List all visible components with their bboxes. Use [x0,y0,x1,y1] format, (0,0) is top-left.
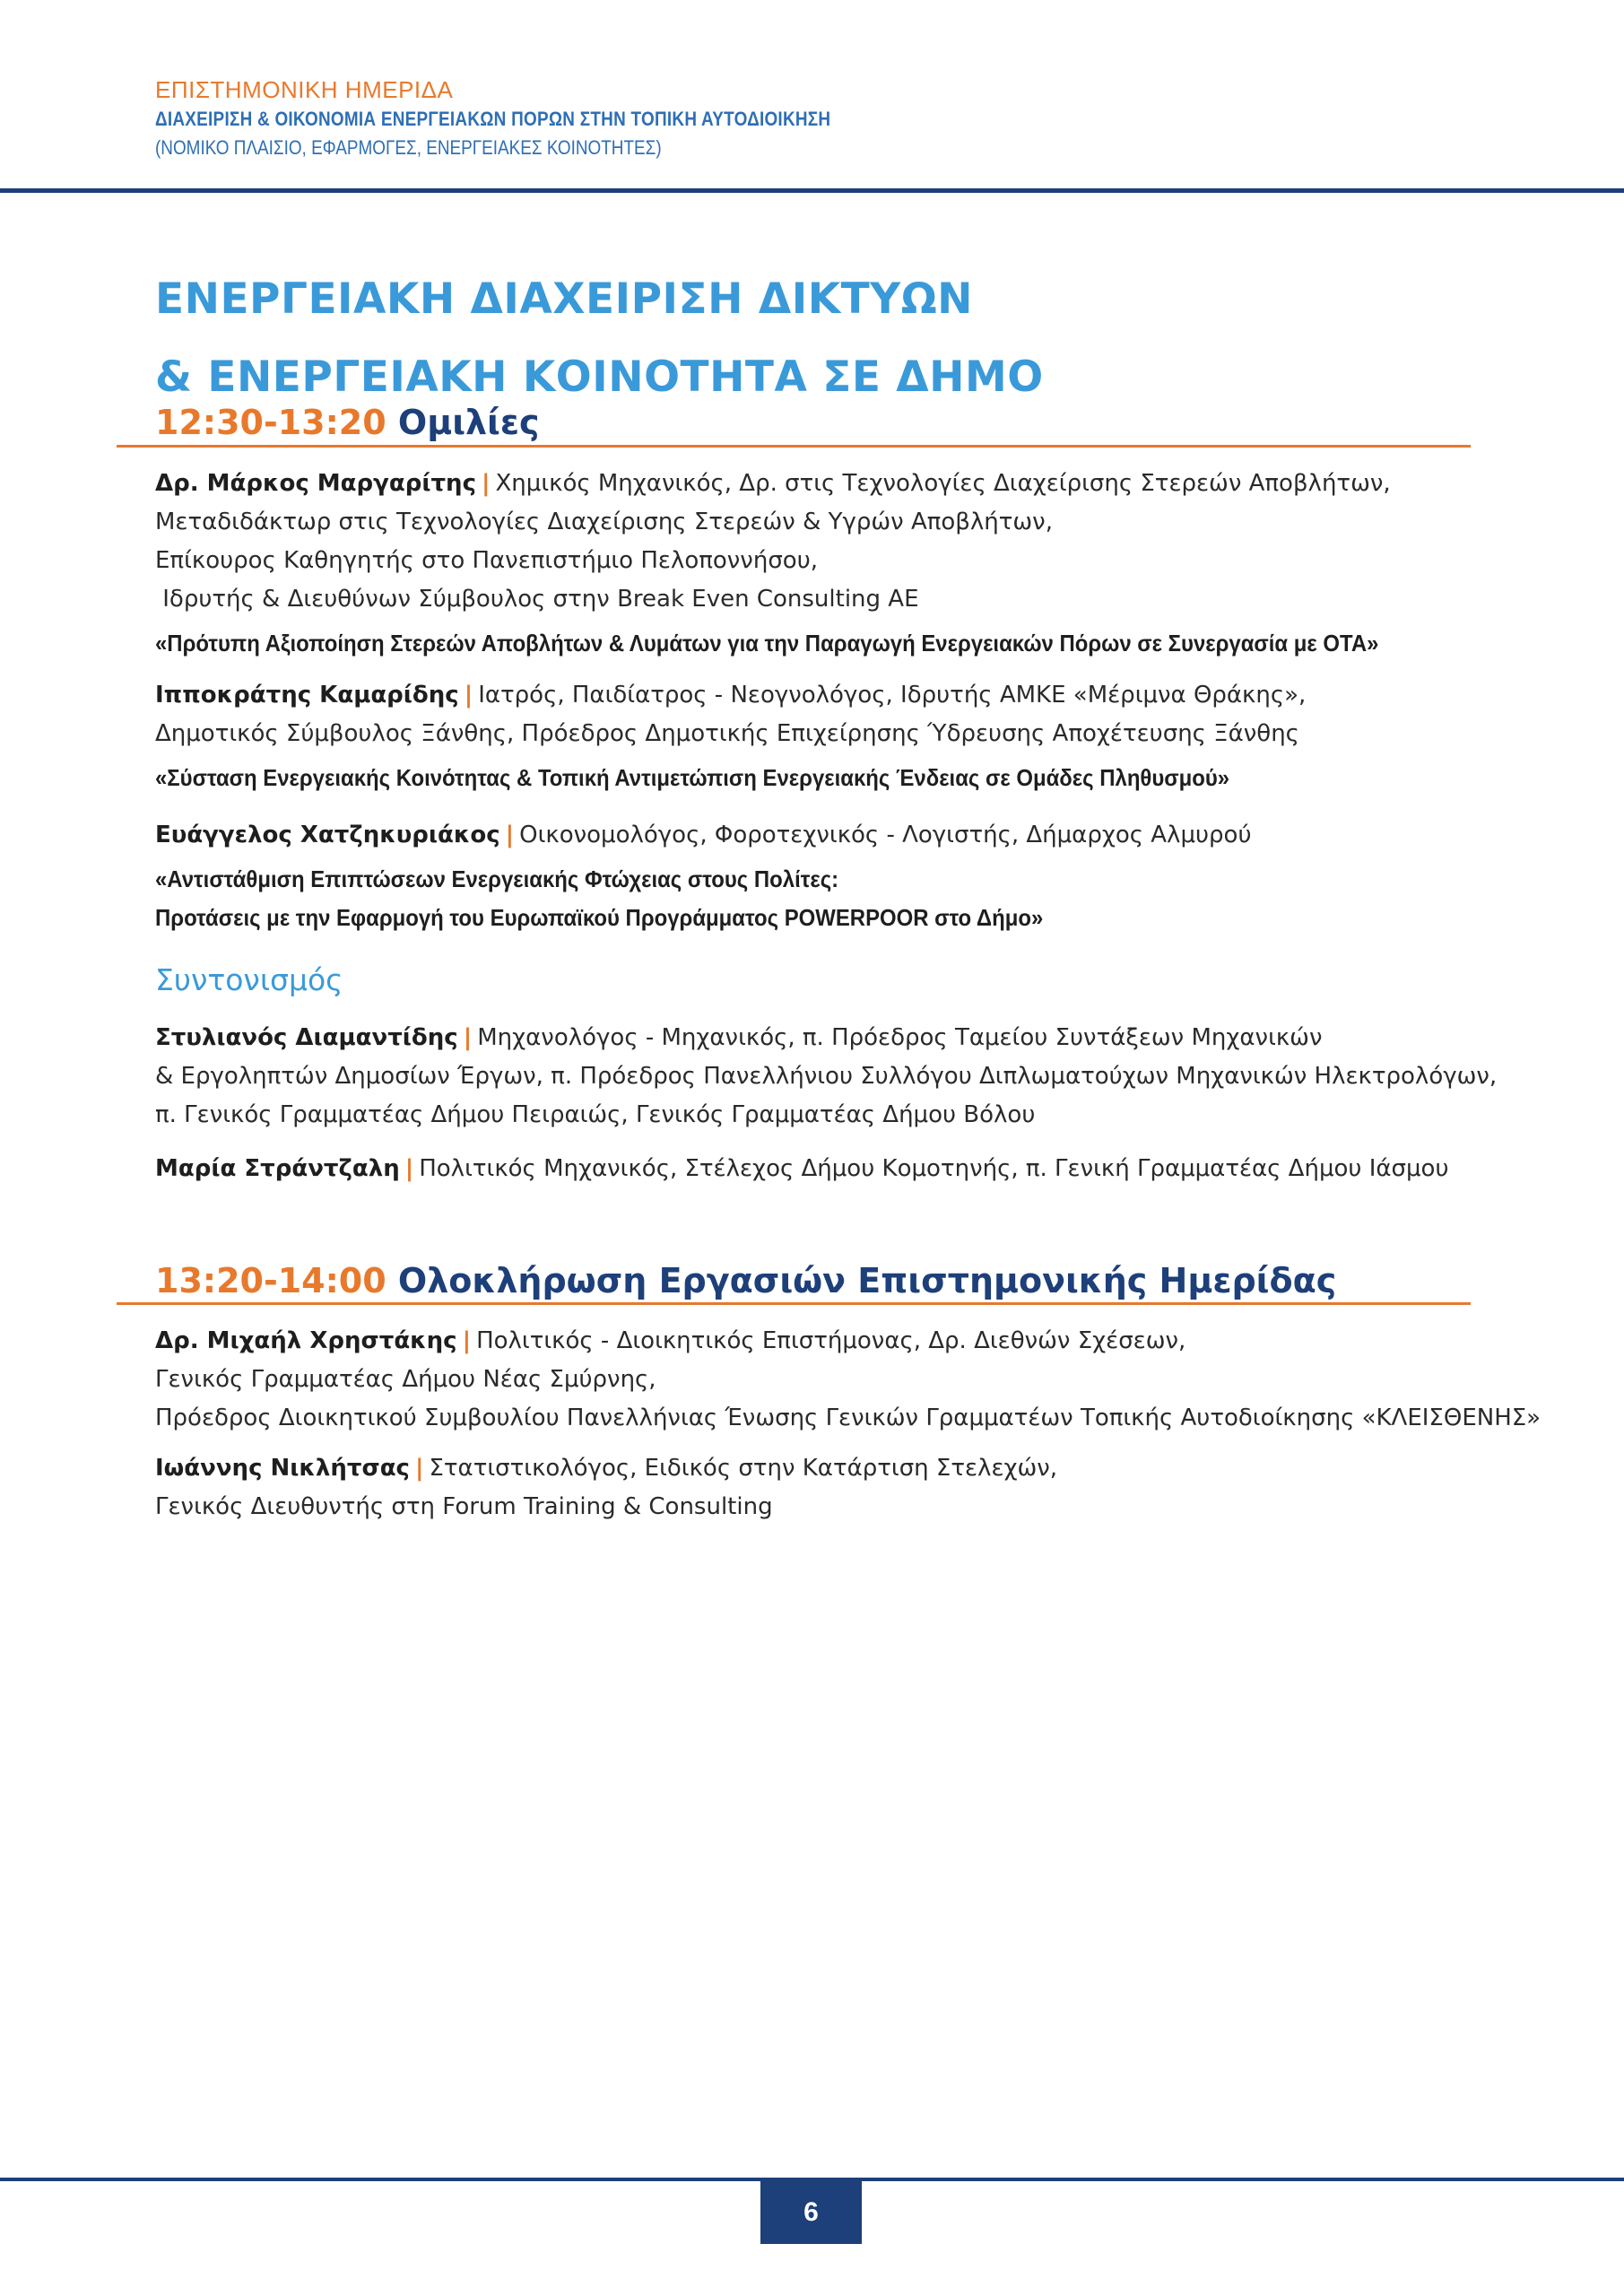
header-divider [0,188,1624,193]
moderator-entry [155,1019,1500,1135]
separator: | [463,1024,473,1051]
separator: | [464,682,473,709]
moderator-entry [155,1150,1500,1188]
moderator-name: Μαρία Στράντζαλη [155,1155,400,1182]
talk-title: Προτάσεις με την Εφαρμογή του Ευρωπαϊκού Προγράμματος POWERPOOR στο Δήμο» [155,904,1044,931]
session-divider [117,1302,1471,1305]
session-label: Ολοκλήρωση Εργασιών Επιστημονικής Ημερίδας [397,1261,1337,1300]
speaker-credentials: Οικονομολόγος, Φοροτεχνικός - Λογιστής, Δήμαρχος Αλμυρού [519,822,1252,848]
moderator-credentials: Πολιτικός Μηχανικός, Στέλεχος Δήμου Κομοτηνής, π. Γενική Γραμματέας Δήμου Ιάσμου [419,1155,1449,1182]
session-heading-1 [155,398,540,447]
speaker-credentials: Μεταδιδάκτωρ στις Τεχνολογίες Διαχείρισης Στερεών & Υγρών Αποβλήτων, [155,509,1053,535]
separator: | [505,822,515,848]
speaker-credentials: Γενικός Διευθυντής στη Forum Training & Consulting [155,1493,773,1520]
speaker-credentials: Γενικός Γραμματέας Δήμου Νέας Σμύρνης, [155,1366,656,1393]
speaker-credentials: Ιδρυτής & Διευθύνων Σύμβουλος στην Break Even Consulting ΑΕ [155,586,919,613]
speaker-credentials: Πολιτικός - Διοικητικός Επιστήμονας, Δρ. Διεθνών Σχέσεων, [476,1327,1186,1354]
speaker-name: Δρ. Μάρκος Μαργαρίτης [155,470,476,497]
session-heading-2 [155,1257,1336,1305]
speaker-entry [155,1449,1500,1526]
speaker-credentials: Επίκουρος Καθηγητής στο Πανεπιστήμιο Πελοποννήσου, [155,547,819,574]
session-divider [117,445,1471,448]
page-number: 6 [760,2180,862,2244]
session-time: 12:30-13:20 [155,403,386,442]
speaker-name: Ευάγγελος Χατζηκυριάκος [155,822,500,848]
separator: | [404,1155,414,1182]
talk-title: «Σύσταση Ενεργειακής Κοινότητας & Τοπική Αντιμετώπιση Ενεργειακής Ένδειας σε Ομάδες Πληθυσμού» [155,764,1230,791]
speaker-credentials: Χημικός Μηχανικός, Δρ. στις Τεχνολογίες Διαχείρισης Στερεών Αποβλήτων, [495,470,1391,497]
event-title: ΔΙΑΧΕΙΡΙΣΗ & ΟΙΚΟΝΟΜΙΑ ΕΝΕΡΓΕΙΑΚΩΝ ΠΟΡΩΝ ΣΤΗΝ ΤΟΠΙΚΗ ΑΥΤΟΔΙΟΙΚΗΣΗ [155,108,831,130]
separator: | [481,470,491,497]
moderator-name: Στυλιανός Διαμαντίδης [155,1024,458,1051]
speaker-name: Δρ. Μιχαήλ Χρηστάκης [155,1327,457,1354]
session-label: Ομιλίες [397,403,540,442]
speaker-entry [155,676,1500,797]
speaker-credentials: Ιατρός, Παιδίατρος - Νεογνολόγος, Ιδρυτής ΑΜΚΕ «Μέριμνα Θράκης», [478,682,1307,709]
speaker-entry [155,465,1500,663]
separator: | [414,1455,424,1482]
speaker-name: Ιωάννης Νικλήτσας [155,1455,410,1482]
speaker-entry [155,1322,1541,1438]
separator: | [462,1327,472,1354]
moderator-credentials: Μηχανολόγος - Μηχανικός, π. Πρόεδρος Ταμείου Συντάξεων Μηχανικών [477,1024,1323,1051]
coordination-heading: Συντονισμός [155,962,343,997]
speaker-entry [155,816,1500,937]
talk-title: «Πρότυπη Αξιοποίηση Στερεών Αποβλήτων & Λυμάτων για την Παραγωγή Ενεργειακών Πόρων σε Συνεργασία με ΟΤΑ» [155,630,1379,657]
event-type: ΕΠΙΣΤΗΜΟΝΙΚΗ ΗΜΕΡΙΔΑ [155,76,454,103]
talk-title: «Αντιστάθμιση Επιπτώσεων Ενεργειακής Φτώχειας στους Πολίτες: [155,865,839,892]
speaker-credentials: Πρόεδρος Διοικητικού Συμβουλίου Πανελλήνιας Ένωσης Γενικών Γραμματέων Τοπικής Αυτοδιοίκησης «ΚΛΕΙΣΘΕΝΗΣ» [155,1405,1541,1431]
speaker-name: Ιπποκράτης Καμαρίδης [155,682,459,709]
moderator-credentials: & Εργοληπτών Δημοσίων Έργων, π. Πρόεδρος Πανελλήνιου Συλλόγου Διπλωματούχων Μηχανικών Ηλεκτρολόγων, [155,1063,1498,1090]
moderator-credentials: π. Γενικός Γραμματέας Δήμου Πειραιώς, Γενικός Γραμματέας Δήμου Βόλου [155,1101,1036,1128]
session-time: 13:20-14:00 [155,1261,386,1300]
section-title: ΕΝΕΡΓΕΙΑΚΗ ΔΙΑΧΕΙΡΙΣΗ ΔΙΚΤΥΩΝ & ΕΝΕΡΓΕΙΑΚΗ ΚΟΙΝΟΤΗΤΑ ΣΕ ΔΗΜΟ [155,274,1044,402]
speaker-credentials: Δημοτικός Σύμβουλος Ξάνθης, Πρόεδρος Δημοτικής Επιχείρησης Ύδρευσης Αποχέτευσης Ξάνθης [155,720,1299,747]
event-subtitle: (ΝΟΜΙΚΟ ΠΛΑΙΣΙΟ, ΕΦΑΡΜΟΓΕΣ, ΕΝΕΡΓΕΙΑΚΕΣ ΚΟΙΝΟΤΗΤΕΣ) [155,136,662,159]
speaker-credentials: Στατιστικολόγος, Ειδικός στην Κατάρτιση Στελεχών, [429,1455,1058,1482]
event-header [155,75,941,161]
